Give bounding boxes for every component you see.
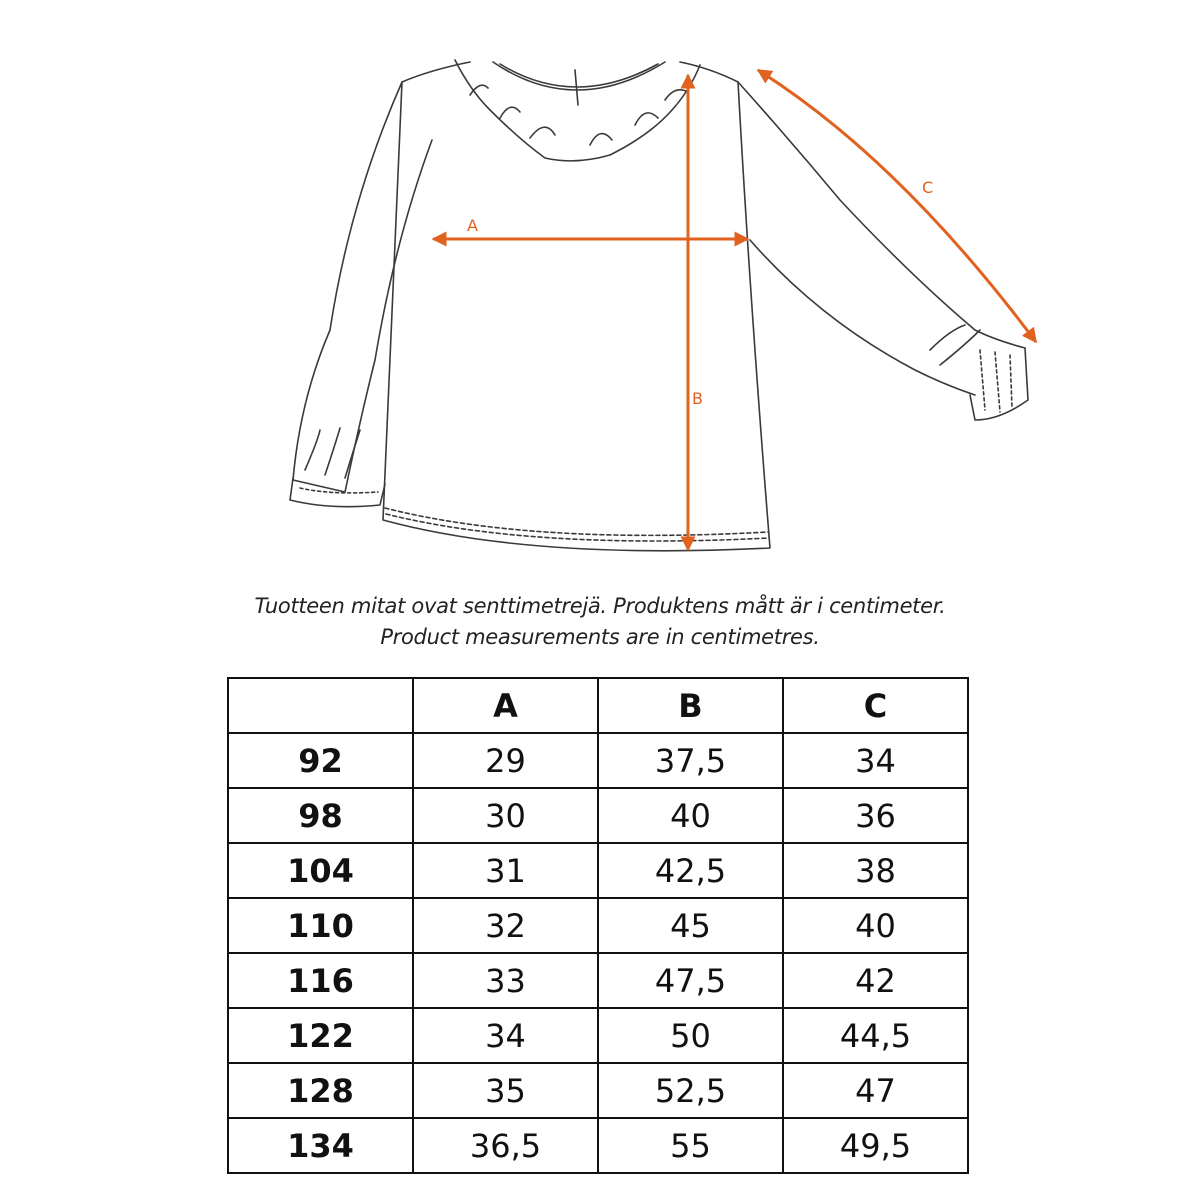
table-row [228,1008,968,1063]
value-a: 30 [413,788,598,843]
value-b: 50 [598,1008,783,1063]
value-c: 38 [783,843,968,898]
table-row [228,788,968,843]
value-b: 42,5 [598,843,783,898]
table-row [228,1118,968,1173]
value-a: 31 [413,843,598,898]
value-b: 45 [598,898,783,953]
size-cell: 92 [228,733,413,788]
value-c: 42 [783,953,968,1008]
size-cell: 128 [228,1063,413,1118]
label-c: C [922,178,934,197]
value-b: 55 [598,1118,783,1173]
value-a: 36,5 [413,1118,598,1173]
table-row [228,1063,968,1118]
shirt-outline [290,60,1028,551]
size-cell: 104 [228,843,413,898]
header-empty [228,678,413,733]
header-a: A [413,678,598,733]
value-c: 36 [783,788,968,843]
header-b: B [598,678,783,733]
table-row [228,733,968,788]
size-cell: 134 [228,1118,413,1173]
value-b: 47,5 [598,953,783,1008]
value-a: 33 [413,953,598,1008]
table-row [228,953,968,1008]
size-cell: 122 [228,1008,413,1063]
size-cell: 98 [228,788,413,843]
value-b: 40 [598,788,783,843]
value-c: 49,5 [783,1118,968,1173]
header-c: C [783,678,968,733]
value-b: 37,5 [598,733,783,788]
value-a: 35 [413,1063,598,1118]
caption-line-1: Tuotteen mitat ovat senttimetrejä. Produktens mått är i centimeter. [254,594,946,618]
table-row [228,898,968,953]
size-cell: 110 [228,898,413,953]
caption-line-2: Product measurements are in centimetres. [380,625,820,649]
size-table [227,677,969,1174]
value-c: 40 [783,898,968,953]
value-a: 32 [413,898,598,953]
value-a: 34 [413,1008,598,1063]
size-cell: 116 [228,953,413,1008]
value-c: 34 [783,733,968,788]
label-b: B [692,389,703,408]
value-a: 29 [413,733,598,788]
table-header-row [228,678,968,733]
garment-diagram [0,0,1200,580]
table-row [228,843,968,898]
value-c: 44,5 [783,1008,968,1063]
value-c: 47 [783,1063,968,1118]
label-a: A [467,216,478,235]
arrow-c [758,70,1036,342]
value-b: 52,5 [598,1063,783,1118]
